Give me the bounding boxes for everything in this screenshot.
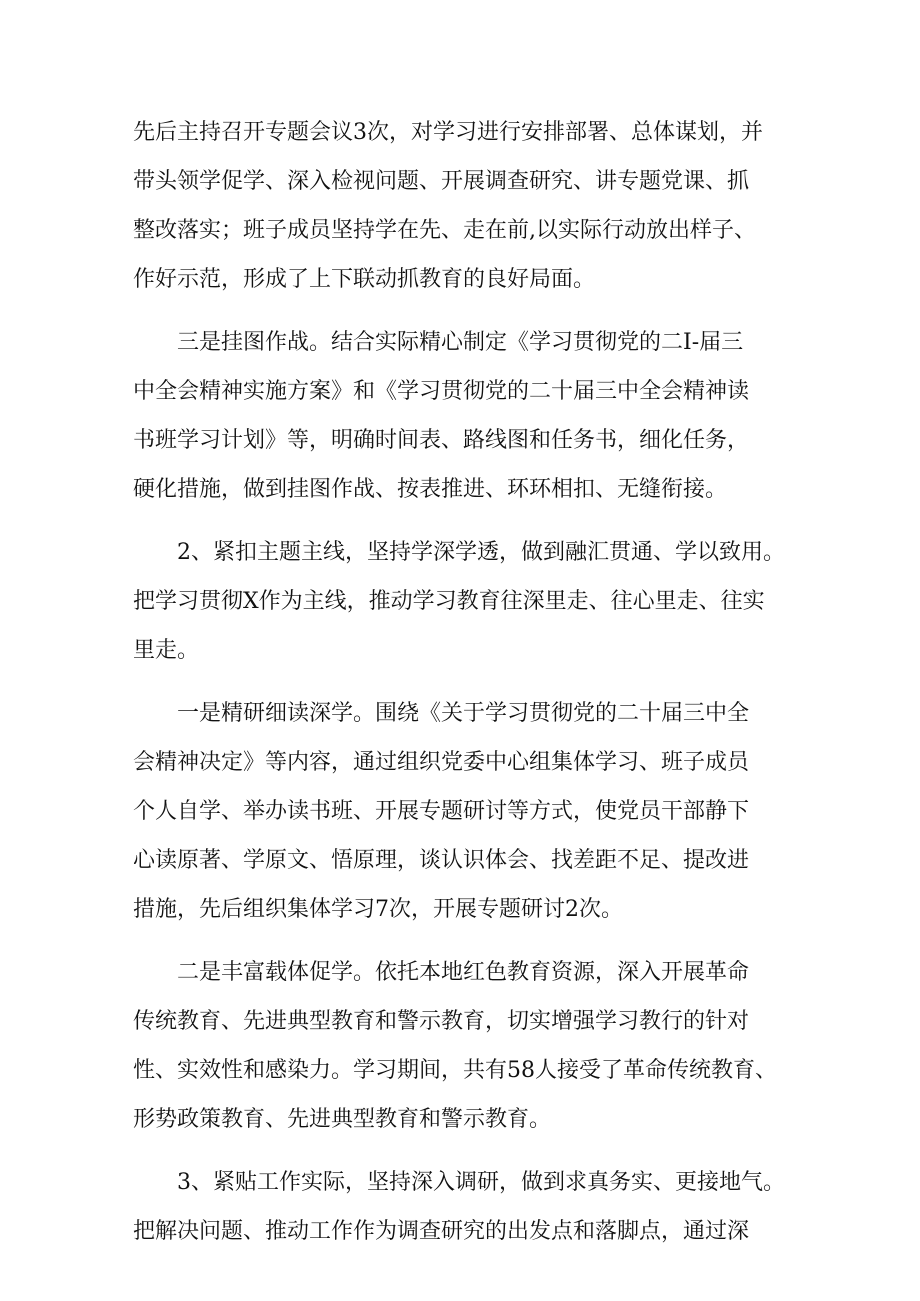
paragraph-section-3 [133, 1158, 813, 1256]
paragraph-section-2 [133, 528, 813, 675]
text-line: 硬化措施，做到挂图作战、按表推进、环环相扣、无缝衔接。 [133, 477, 728, 502]
text-line: 传统教育、先进典型教育和警示教育，切实增强学习教行的针对 [133, 1009, 750, 1034]
text-line: 形势政策教育、先进典型教育和警示教育。 [133, 1107, 552, 1132]
text-line: 里走。 [133, 638, 200, 663]
text-line: 二是丰富载体促学。依托本地红色教育资源，深入开展革命 [177, 960, 750, 985]
text-line: 整改落实；班子成员坚持学在先、走在前,以实际行动放出样子、 [133, 218, 756, 243]
paragraph-rich-carriers [133, 948, 813, 1144]
text-line: 带头领学促学、深入检视问题、开展调查研究、讲专题党课、抓 [133, 169, 750, 194]
text-line: 措施，先后组织集体学习7次，开展专题研讨2次。 [133, 897, 623, 922]
text-line: 作好示范，形成了上下联动抓教育的良好局面。 [133, 267, 596, 292]
text-line: 性、实效性和感染力。学习期间，共有58人接受了革命传统教育、 [133, 1058, 777, 1083]
text-line: 会精神决定》等内容，通过组织党委中心组集体学习、班子成员 [133, 750, 750, 775]
text-line: 中全会精神实施方案》和《学习贯彻党的二十届三中全会精神读 [133, 379, 750, 404]
text-line: 心读原著、学原文、悟原理，谈认识体会、找差距不足、提改进 [133, 848, 750, 873]
text-line: 把学习贯彻X作为主线，推动学习教育往深里走、往心里走、往实 [133, 589, 765, 614]
paragraph-close-reading [133, 689, 813, 934]
document-body [133, 108, 813, 1270]
text-line: 3、紧贴工作实际，坚持深入调研，做到求真务实、更接地气。 [177, 1170, 785, 1195]
text-line: 2、紧扣主题主线，坚持学深学透，做到融汇贯通、学以致用。 [177, 540, 785, 565]
text-line: 书班学习计划》等，明确时间表、路线图和任务书，细化任务， [133, 428, 750, 453]
text-line: 一是精研细读深学。围绕《关于学习贯彻党的二十届三中全 [177, 701, 750, 726]
paragraph-continuation [133, 108, 813, 304]
text-line: 先后主持召开专题会议3次，对学习进行安排部署、总体谋划，并 [133, 120, 763, 145]
paragraph-map-operation [133, 318, 813, 514]
text-line: 三是挂图作战。结合实际精心制定《学习贯彻党的二I-届三 [177, 330, 744, 355]
text-line: 把解决问题、推动工作作为调查研究的出发点和落脚点，通过深 [133, 1219, 750, 1244]
text-line: 个人自学、举办读书班、开展专题研讨等方式，使党员干部静下 [133, 799, 750, 824]
